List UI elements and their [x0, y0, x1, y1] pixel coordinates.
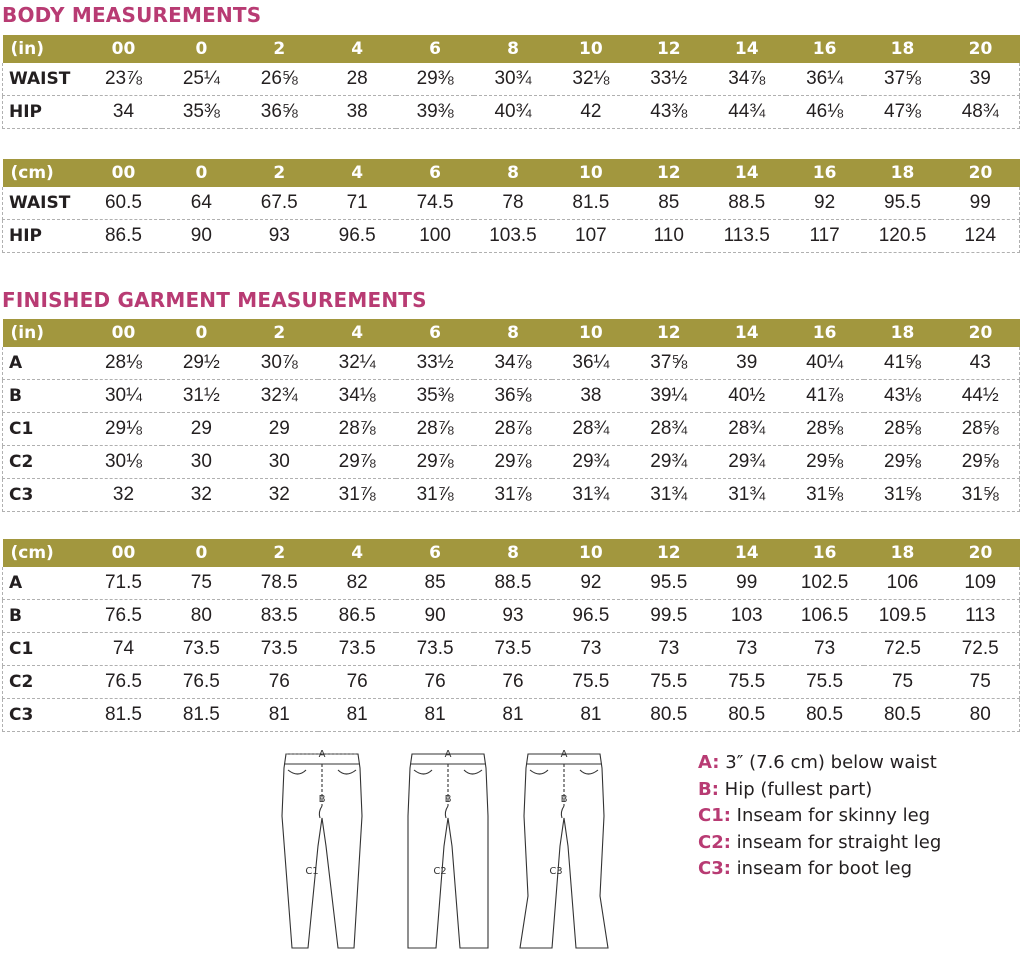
- measurement-cell: 76.5: [85, 666, 163, 699]
- legend-item-b: [698, 777, 941, 804]
- measurement-cell: 86.5: [85, 220, 163, 253]
- measurement-cell: 106: [864, 567, 942, 600]
- measurement-cell: 80.5: [708, 699, 786, 732]
- measurement-cell: 44½: [941, 380, 1019, 413]
- measurement-cell: 30⅛: [85, 446, 163, 479]
- row-label: C3: [3, 479, 85, 512]
- measurement-cell: 76: [396, 666, 474, 699]
- table-row: [3, 413, 1020, 446]
- measurement-cell: 83.5: [240, 600, 318, 633]
- measurement-cell: 48¾: [941, 96, 1019, 129]
- measurement-cell: 110: [630, 220, 708, 253]
- measurement-cell: 29⅝: [864, 446, 942, 479]
- measurement-cell: 35⅜: [162, 96, 240, 129]
- measurement-cell: 32: [85, 479, 163, 512]
- measurement-cell: 28⅞: [318, 413, 396, 446]
- measurement-cell: 78: [474, 187, 552, 220]
- measurement-cell: 73: [786, 633, 864, 666]
- measurement-cell: 30: [162, 446, 240, 479]
- measurement-cell: 80.5: [630, 699, 708, 732]
- row-label: C1: [3, 633, 85, 666]
- measurement-cell: 32¼: [318, 347, 396, 380]
- measurement-cell: 31½: [162, 380, 240, 413]
- size-header: 12: [630, 539, 708, 567]
- size-header: 00: [85, 539, 163, 567]
- size-header: 20: [941, 35, 1019, 63]
- measurement-cell: 124: [941, 220, 1019, 253]
- table-row: [3, 187, 1020, 220]
- table-row: [3, 633, 1020, 666]
- measurement-cell: 73.5: [318, 633, 396, 666]
- table-row: [3, 567, 1020, 600]
- size-header: 16: [786, 539, 864, 567]
- measurement-cell: 107: [552, 220, 630, 253]
- legend-item-c3: [698, 856, 941, 883]
- size-header: 2: [240, 539, 318, 567]
- measurement-cell: 28⅝: [864, 413, 942, 446]
- body-in-table: [2, 35, 1020, 129]
- unit-label: (in): [3, 35, 85, 63]
- size-header: 20: [941, 159, 1019, 187]
- size-header: 00: [85, 35, 163, 63]
- measurement-cell: 39: [708, 347, 786, 380]
- unit-label: (cm): [3, 539, 85, 567]
- measurement-cell: 73.5: [240, 633, 318, 666]
- diagram-mark-a: A: [560, 749, 568, 760]
- finished-cm-table: [2, 539, 1020, 732]
- size-header: 10: [552, 35, 630, 63]
- measurement-cell: 36⅝: [240, 96, 318, 129]
- measurement-cell: 40¾: [474, 96, 552, 129]
- table-row: [3, 699, 1020, 732]
- measurement-cell: 88.5: [474, 567, 552, 600]
- measurement-cell: 103.5: [474, 220, 552, 253]
- size-header: 8: [474, 539, 552, 567]
- size-header: 12: [630, 319, 708, 347]
- size-header: 2: [240, 35, 318, 63]
- measurement-cell: 100: [396, 220, 474, 253]
- diagram-label-c2: C2: [433, 866, 447, 877]
- measurement-cell: 31¾: [552, 479, 630, 512]
- measurement-cell: 31⅝: [941, 479, 1019, 512]
- measurement-cell: 88.5: [708, 187, 786, 220]
- size-header: 12: [630, 35, 708, 63]
- measurement-cell: 42: [552, 96, 630, 129]
- table-row: [3, 479, 1020, 512]
- table-row: [3, 347, 1020, 380]
- measurement-cell: 60.5: [85, 187, 163, 220]
- measurement-cell: 32: [240, 479, 318, 512]
- measurement-cell: 30¼: [85, 380, 163, 413]
- legend-text: inseam for straight leg: [736, 831, 942, 853]
- row-label: WAIST: [3, 63, 85, 96]
- measurement-cell: 85: [630, 187, 708, 220]
- measurement-cell: 120.5: [864, 220, 942, 253]
- measurement-cell: 34⅞: [474, 347, 552, 380]
- measurement-cell: 75: [864, 666, 942, 699]
- measurement-cell: 92: [552, 567, 630, 600]
- row-label: HIP: [3, 96, 85, 129]
- measurement-cell: 117: [786, 220, 864, 253]
- measurement-cell: 36⅝: [474, 380, 552, 413]
- measurement-cell: 73.5: [396, 633, 474, 666]
- size-header: 6: [396, 35, 474, 63]
- size-header: 4: [318, 35, 396, 63]
- measurement-cell: 29¾: [630, 446, 708, 479]
- measurement-cell: 99: [941, 187, 1019, 220]
- measurement-cell: 71: [318, 187, 396, 220]
- measurement-cell: 29⅞: [396, 446, 474, 479]
- measurement-cell: 47⅜: [864, 96, 942, 129]
- row-label: C2: [3, 446, 85, 479]
- measurement-cell: 80: [941, 699, 1019, 732]
- measurement-cell: 34: [85, 96, 163, 129]
- row-label: B: [3, 380, 85, 413]
- size-header: 8: [474, 35, 552, 63]
- measurement-cell: 31⅞: [474, 479, 552, 512]
- measurement-cell: 75.5: [552, 666, 630, 699]
- measurement-cell: 103: [708, 600, 786, 633]
- measurement-cell: 73.5: [162, 633, 240, 666]
- size-header: 18: [864, 319, 942, 347]
- measurement-cell: 39¼: [630, 380, 708, 413]
- size-header: 14: [708, 539, 786, 567]
- size-header-row: [3, 539, 1020, 567]
- measurement-cell: 40¼: [786, 347, 864, 380]
- measurement-cell: 25¼: [162, 63, 240, 96]
- measurement-cell: 99.5: [630, 600, 708, 633]
- size-header: 20: [941, 319, 1019, 347]
- unit-label: (in): [3, 319, 85, 347]
- measurement-cell: 33½: [630, 63, 708, 96]
- table-row: [3, 96, 1020, 129]
- measurement-cell: 31⅞: [318, 479, 396, 512]
- measurement-cell: 82: [318, 567, 396, 600]
- measurement-cell: 43: [941, 347, 1019, 380]
- measurement-cell: 113.5: [708, 220, 786, 253]
- measurement-cell: 31⅞: [396, 479, 474, 512]
- legend-key: C2:: [698, 831, 731, 853]
- measurement-cell: 29⅜: [396, 63, 474, 96]
- finished-measurements-title: FINISHED GARMENT MEASUREMENTS: [2, 288, 427, 312]
- measurement-cell: 75.5: [786, 666, 864, 699]
- measurement-cell: 93: [474, 600, 552, 633]
- measurement-cell: 106.5: [786, 600, 864, 633]
- measurement-cell: 32¾: [240, 380, 318, 413]
- measurement-cell: 109.5: [864, 600, 942, 633]
- size-header: 10: [552, 539, 630, 567]
- legend-key: A:: [698, 752, 720, 773]
- measurement-cell: 90: [396, 600, 474, 633]
- measurement-cell: 67.5: [240, 187, 318, 220]
- row-label: C3: [3, 699, 85, 732]
- measurement-cell: 41⅝: [864, 347, 942, 380]
- diagram-mark-b: B: [560, 794, 568, 805]
- row-label: HIP: [3, 220, 85, 253]
- size-header: 00: [85, 319, 163, 347]
- measurement-cell: 81: [474, 699, 552, 732]
- legend-item-c2: [698, 830, 941, 857]
- diagram-label-c1: C1: [305, 866, 319, 877]
- measurement-cell: 64: [162, 187, 240, 220]
- measurement-cell: 28¾: [552, 413, 630, 446]
- measurement-cell: 75: [941, 666, 1019, 699]
- row-label: WAIST: [3, 187, 85, 220]
- measurement-cell: 73: [708, 633, 786, 666]
- measurement-cell: 28⅞: [396, 413, 474, 446]
- row-label: A: [3, 567, 85, 600]
- measurement-cell: 34⅞: [708, 63, 786, 96]
- measurement-cell: 76.5: [162, 666, 240, 699]
- measurement-cell: 37⅝: [864, 63, 942, 96]
- measurement-cell: 31⅝: [864, 479, 942, 512]
- size-header: 18: [864, 539, 942, 567]
- measurement-cell: 29½: [162, 347, 240, 380]
- measurement-cell: 34⅛: [318, 380, 396, 413]
- legend-text: Hip (fullest part): [724, 778, 873, 800]
- size-header: 6: [396, 319, 474, 347]
- measurement-legend: [698, 750, 941, 883]
- measurement-cell: 81.5: [85, 699, 163, 732]
- measurement-cell: 26⅝: [240, 63, 318, 96]
- measurement-cell: 73.5: [474, 633, 552, 666]
- measurement-cell: 72.5: [864, 633, 942, 666]
- measurement-cell: 28¾: [708, 413, 786, 446]
- measurement-cell: 71.5: [85, 567, 163, 600]
- measurement-cell: 75.5: [630, 666, 708, 699]
- measurement-cell: 29⅛: [85, 413, 163, 446]
- measurement-cell: 99: [708, 567, 786, 600]
- measurement-cell: 95.5: [630, 567, 708, 600]
- measurement-cell: 39: [941, 63, 1019, 96]
- measurement-cell: 43⅛: [864, 380, 942, 413]
- table-row: [3, 220, 1020, 253]
- measurement-cell: 30¾: [474, 63, 552, 96]
- row-label: C2: [3, 666, 85, 699]
- measurement-cell: 81: [552, 699, 630, 732]
- legend-text: inseam for boot leg: [736, 858, 913, 879]
- measurement-cell: 44¾: [708, 96, 786, 129]
- row-label: A: [3, 347, 85, 380]
- table-row: [3, 63, 1020, 96]
- measurement-cell: 36¼: [552, 347, 630, 380]
- measurement-cell: 30: [240, 446, 318, 479]
- legend-key: C3:: [698, 858, 731, 879]
- diagram-label-c3: C3: [549, 866, 563, 877]
- measurement-cell: 33½: [396, 347, 474, 380]
- measurement-cell: 80: [162, 600, 240, 633]
- measurement-cell: 38: [318, 96, 396, 129]
- finished-in-table: [2, 319, 1020, 512]
- size-header: 2: [240, 159, 318, 187]
- size-header: 4: [318, 319, 396, 347]
- size-header: 0: [162, 35, 240, 63]
- measurement-cell: 76: [318, 666, 396, 699]
- measurement-cell: 86.5: [318, 600, 396, 633]
- boot-leg-pants-diagram: [518, 746, 610, 950]
- measurement-cell: 81: [318, 699, 396, 732]
- table-row: [3, 380, 1020, 413]
- measurement-cell: 81: [240, 699, 318, 732]
- measurement-cell: 46⅛: [786, 96, 864, 129]
- measurement-cell: 96.5: [552, 600, 630, 633]
- measurement-cell: 31¾: [708, 479, 786, 512]
- size-header-row: [3, 319, 1020, 347]
- measurement-cell: 29⅞: [474, 446, 552, 479]
- size-header: 6: [396, 539, 474, 567]
- measurement-cell: 113: [941, 600, 1019, 633]
- measurement-cell: 31¾: [630, 479, 708, 512]
- measurement-cell: 32⅛: [552, 63, 630, 96]
- diagram-mark-b: B: [318, 794, 326, 805]
- measurement-cell: 23⅞: [85, 63, 163, 96]
- diagram-mark-a: A: [444, 749, 452, 760]
- skinny-leg-pants-diagram: [276, 746, 368, 950]
- measurement-cell: 29⅝: [786, 446, 864, 479]
- legend-item-a: [698, 750, 941, 777]
- measurement-cell: 93: [240, 220, 318, 253]
- measurement-cell: 81.5: [162, 699, 240, 732]
- legend-key: B:: [698, 778, 719, 800]
- measurement-cell: 80.5: [864, 699, 942, 732]
- measurement-cell: 28⅝: [786, 413, 864, 446]
- measurement-cell: 29⅝: [941, 446, 1019, 479]
- unit-label: (cm): [3, 159, 85, 187]
- table-row: [3, 666, 1020, 699]
- size-header: 14: [708, 319, 786, 347]
- legend-text: 3″ (7.6 cm) below waist: [725, 752, 937, 773]
- measurement-cell: 28: [318, 63, 396, 96]
- measurement-cell: 28⅞: [474, 413, 552, 446]
- size-header: 16: [786, 35, 864, 63]
- measurement-cell: 95.5: [864, 187, 942, 220]
- measurement-cell: 81.5: [552, 187, 630, 220]
- size-header: 14: [708, 159, 786, 187]
- measurement-cell: 75: [162, 567, 240, 600]
- table-row: [3, 600, 1020, 633]
- size-header-row: [3, 35, 1020, 63]
- measurement-cell: 80.5: [786, 699, 864, 732]
- size-header: 0: [162, 319, 240, 347]
- measurement-cell: 76.5: [85, 600, 163, 633]
- size-header: 12: [630, 159, 708, 187]
- measurement-cell: 28¾: [630, 413, 708, 446]
- measurement-cell: 81: [396, 699, 474, 732]
- measurement-cell: 74.5: [396, 187, 474, 220]
- measurement-cell: 29⅞: [318, 446, 396, 479]
- diagram-mark-a: A: [318, 749, 326, 760]
- measurement-cell: 73: [552, 633, 630, 666]
- measurement-cell: 76: [474, 666, 552, 699]
- measurement-cell: 41⅞: [786, 380, 864, 413]
- straight-leg-pants-diagram: [402, 746, 494, 950]
- measurement-cell: 90: [162, 220, 240, 253]
- measurement-cell: 29¾: [708, 446, 786, 479]
- measurement-cell: 28⅝: [941, 413, 1019, 446]
- measurement-cell: 29: [162, 413, 240, 446]
- size-header: 4: [318, 159, 396, 187]
- size-header: 6: [396, 159, 474, 187]
- size-header: 18: [864, 159, 942, 187]
- measurement-cell: 96.5: [318, 220, 396, 253]
- measurement-cell: 37⅝: [630, 347, 708, 380]
- table-row: [3, 446, 1020, 479]
- size-header: 8: [474, 319, 552, 347]
- size-header: 20: [941, 539, 1019, 567]
- measurement-cell: 75.5: [708, 666, 786, 699]
- size-header: 14: [708, 35, 786, 63]
- size-header: 8: [474, 159, 552, 187]
- size-header: 10: [552, 319, 630, 347]
- body-measurements-title: BODY MEASUREMENTS: [2, 3, 262, 27]
- size-header: 4: [318, 539, 396, 567]
- measurement-cell: 40½: [708, 380, 786, 413]
- measurement-cell: 92: [786, 187, 864, 220]
- size-header: 0: [162, 159, 240, 187]
- measurement-cell: 109: [941, 567, 1019, 600]
- row-label: B: [3, 600, 85, 633]
- measurement-cell: 43⅜: [630, 96, 708, 129]
- size-header: 16: [786, 319, 864, 347]
- size-header: 00: [85, 159, 163, 187]
- diagram-mark-b: B: [444, 794, 452, 805]
- measurement-cell: 38: [552, 380, 630, 413]
- size-header-row: [3, 159, 1020, 187]
- measurement-cell: 32: [162, 479, 240, 512]
- measurement-cell: 29: [240, 413, 318, 446]
- legend-item-c1: [698, 803, 941, 830]
- size-header: 10: [552, 159, 630, 187]
- measurement-cell: 39⅜: [396, 96, 474, 129]
- measurement-cell: 78.5: [240, 567, 318, 600]
- measurement-cell: 35⅜: [396, 380, 474, 413]
- measurement-cell: 28⅛: [85, 347, 163, 380]
- measurement-cell: 72.5: [941, 633, 1019, 666]
- legend-text: Inseam for skinny leg: [736, 805, 931, 826]
- measurement-cell: 36¼: [786, 63, 864, 96]
- row-label: C1: [3, 413, 85, 446]
- size-header: 16: [786, 159, 864, 187]
- measurement-cell: 85: [396, 567, 474, 600]
- size-header: 0: [162, 539, 240, 567]
- size-header: 2: [240, 319, 318, 347]
- measurement-cell: 29¾: [552, 446, 630, 479]
- measurement-cell: 73: [630, 633, 708, 666]
- measurement-cell: 74: [85, 633, 163, 666]
- measurement-cell: 76: [240, 666, 318, 699]
- measurement-cell: 102.5: [786, 567, 864, 600]
- measurement-cell: 31⅝: [786, 479, 864, 512]
- size-header: 18: [864, 35, 942, 63]
- legend-key: C1:: [698, 805, 731, 826]
- measurement-cell: 30⅞: [240, 347, 318, 380]
- body-cm-table: [2, 159, 1020, 253]
